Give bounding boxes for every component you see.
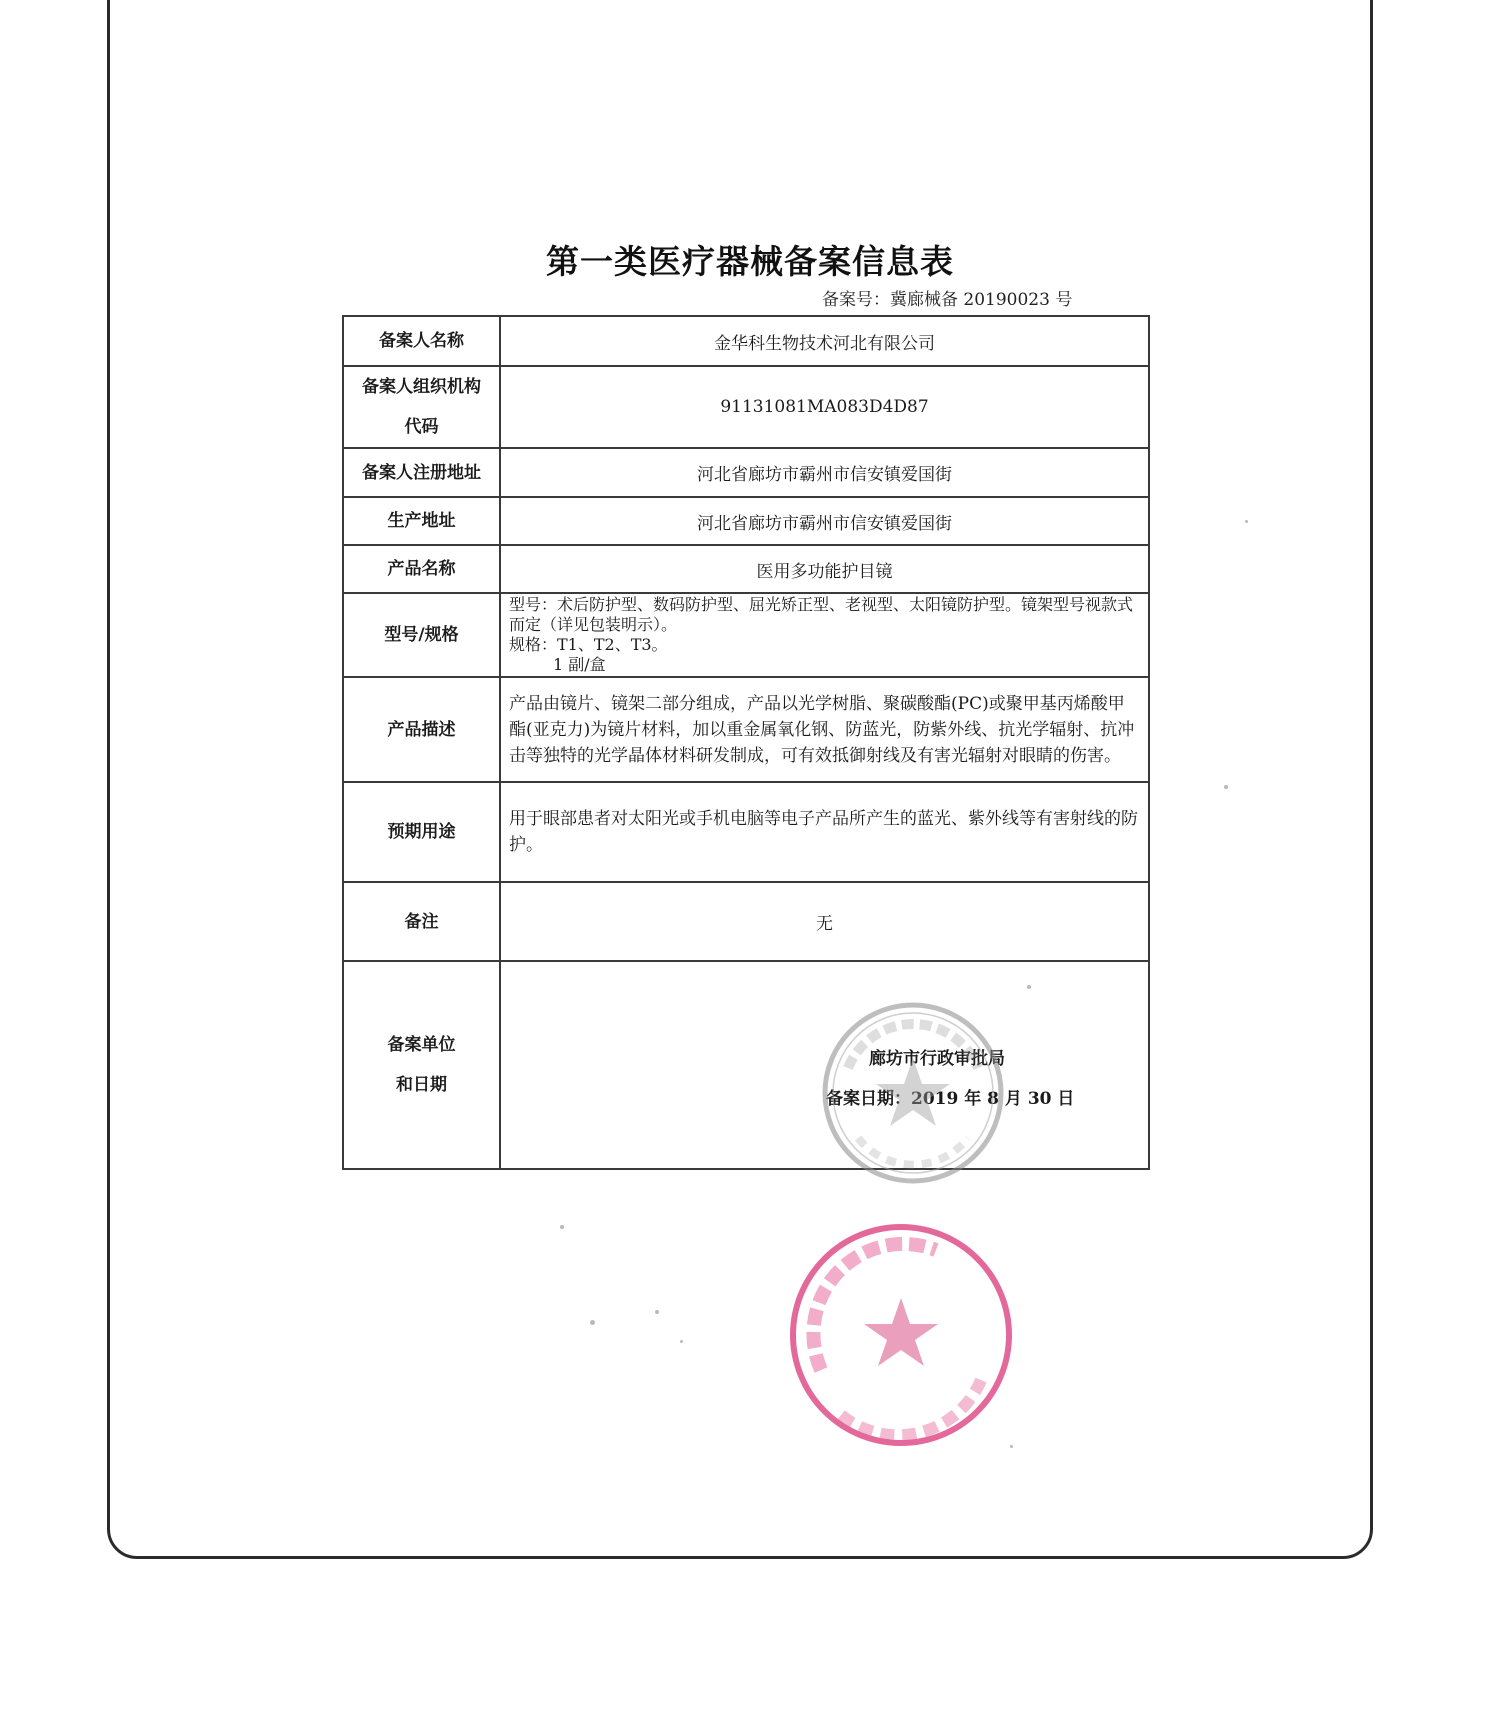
scan-speck <box>1224 785 1228 789</box>
table-row <box>343 593 1149 677</box>
table-row <box>343 782 1149 882</box>
table-row <box>343 316 1149 366</box>
model-spec-line1: 型号：术后防护型、数码防护型、屈光矫正型、老视型、太阳镜防护型。镜架型号视款式而定（详见包装明示）。 <box>509 595 1134 634</box>
product-description-label: 产品描述 <box>343 677 500 782</box>
approval-agency: 廊坊市行政审批局 <box>869 1049 1005 1069</box>
registered-address-value: 河北省廊坊市霸州市信安镇爱国街 <box>500 448 1149 497</box>
table-row <box>343 961 1149 1169</box>
remarks-label: 备注 <box>343 882 500 961</box>
scan-speck <box>1010 1445 1013 1448</box>
filing-unit-label-line1: 备案单位 <box>387 1035 456 1055</box>
model-spec-value <box>500 593 1149 677</box>
registered-address-label: 备案人注册地址 <box>343 448 500 497</box>
product-description-value: 产品由镜片、镜架二部分组成，产品以光学树脂、聚碳酸酯(PC)或聚甲基丙烯酸甲酯(亚克力)为镜片材料，加以重金属氧化钢、防蓝光，防紫外线、抗光学辐射、抗冲击等独特的光学晶体材料研发制成，可有效抵御射线及有害光辐射对眼睛的伤害。 <box>500 677 1149 782</box>
table-row <box>343 448 1149 497</box>
table-row <box>343 882 1149 961</box>
production-address-value: 河北省廊坊市霸州市信安镇爱国街 <box>500 497 1149 545</box>
scan-speck <box>590 1320 595 1325</box>
company-seal-stamp <box>786 1220 1016 1450</box>
table-row <box>343 366 1149 448</box>
filing-date: 备案日期：2019 年 8 月 30 日 <box>826 1089 1075 1109</box>
filing-unit-label-line2: 和日期 <box>396 1075 447 1095</box>
scan-speck <box>560 1225 564 1229</box>
document-title: 第一类医疗器械备案信息表 <box>546 242 954 281</box>
filing-unit-label <box>343 961 500 1169</box>
remarks-value: 无 <box>500 882 1149 961</box>
org-code-label-line1: 备案人组织机构 <box>362 377 481 397</box>
product-name-value: 医用多功能护目镜 <box>500 545 1149 593</box>
filing-info-table <box>342 315 1150 1170</box>
intended-use-label: 预期用途 <box>343 782 500 882</box>
model-spec-line2: 规格：T1、T2、T3。 <box>509 635 668 654</box>
table-row <box>343 677 1149 782</box>
scan-speck <box>1245 520 1248 523</box>
scan-speck <box>1027 985 1031 989</box>
intended-use-value: 用于眼部患者对太阳光或手机电脑等电子产品所产生的蓝光、紫外线等有害射线的防护。 <box>500 782 1149 882</box>
model-spec-line3: 1 副/盒 <box>553 655 606 674</box>
scan-speck <box>655 1310 659 1314</box>
model-spec-label: 型号/规格 <box>343 593 500 677</box>
org-code-value: 91131081MA083D4D87 <box>500 366 1149 448</box>
table-row <box>343 497 1149 545</box>
org-code-label-line2: 代码 <box>404 417 439 437</box>
official-seal-stamp <box>818 998 1008 1188</box>
filer-name-value: 金华科生物技术河北有限公司 <box>500 316 1149 366</box>
filer-name-label: 备案人名称 <box>343 316 500 366</box>
production-address-label: 生产地址 <box>343 497 500 545</box>
record-number: 备案号：冀廊械备 20190023 号 <box>822 290 1073 310</box>
table-row <box>343 545 1149 593</box>
product-name-label: 产品名称 <box>343 545 500 593</box>
scan-speck <box>680 1340 683 1343</box>
org-code-label <box>343 366 500 448</box>
